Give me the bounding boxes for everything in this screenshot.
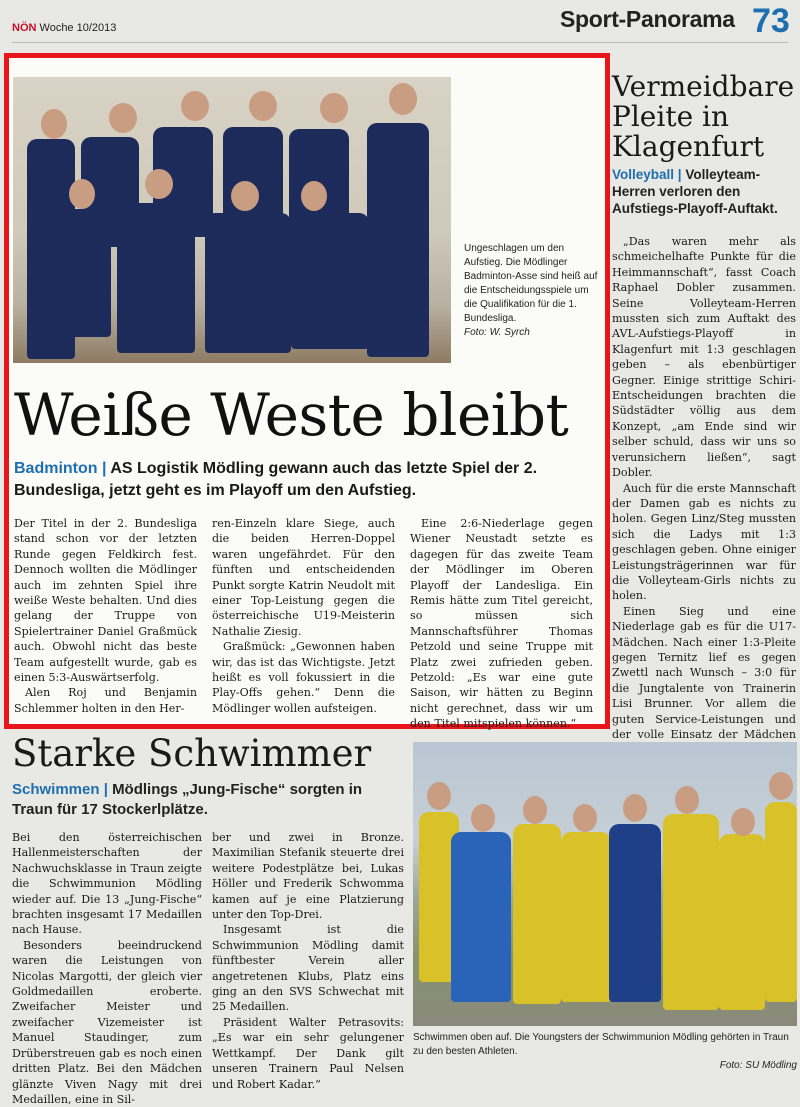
issue-label: Woche 10/2013 — [39, 22, 117, 34]
main-headline: Weiße Weste bleibt — [14, 381, 569, 449]
team-photo — [13, 77, 451, 363]
swim-team-photo — [413, 742, 797, 1026]
paragraph: Graßmück: „Gewonnen haben wir, das ist das Wichtigste. Jetzt heißt es voll fokussiert in die Play-Offs gehen.“ Denn die Mödlinger wollen aufsteigen. — [212, 640, 395, 715]
caption-text: Schwimmen oben auf. Die Youngsters der Schwimmunion Mödling gehörten in Traun zu den besten Athleten. — [413, 1032, 789, 1057]
page-number: 73 — [752, 2, 790, 40]
main-subheadline — [14, 458, 584, 502]
paragraph: ber und zwei in Bronze. Maximilian Stefanik steuerte drei weitere Podestplätze bei, Lukas Höller und Frederik Schwomma kamen auf je eine Platzierung unter den Top-Drei. — [212, 831, 404, 922]
photo-credit: Foto: SU Mödling — [719, 1060, 797, 1071]
paragraph: ren-Einzeln klare Siege, auch die beiden Herren-Doppel waren ungefährdet. Für den fünften und entscheidenden Punkt sorgte Katrin Neudolt mit einer Top-Leistung gegen die österreichische U19-Meisterin Nathalie Ziesig. — [212, 517, 395, 638]
paragraph: Präsident Walter Petrasovits: „Es war ein sehr gelungener Wettkampf. Der Dank gilt unseren Trainern Paul Nelsen und Robert Kadar.“ — [212, 1015, 404, 1091]
side-subheadline — [612, 166, 792, 217]
paragraph: Besonders beeindruckend waren die Leistungen von Nicolas Margotti, der gleich vier Goldmedaillen eroberte. Zweifacher Meister und zweifacher Vizemeister ist Manuel Staudinger, zum Drüberstreuen gab es noch einen dritten Platz. Bei den Mädchen glänzte Viven Nagy mit drei Medaillen, eine in Sil- — [12, 938, 202, 1106]
section-title: Sport-Panorama — [560, 6, 735, 32]
side-headline: Vermeidbare Pleite in Klagenfurt — [612, 70, 795, 163]
swim-subheadline — [12, 780, 392, 820]
main-column-1 — [14, 516, 197, 716]
paragraph: „Das waren mehr als schmeichelhafte Punkte für die Heimmannschaft“, fasst Coach Raphael Dobler zusammen. Seine Volleyteam-Herren mussten sich zum Auftakt des AVL-Aufstiegs-Playoff in Klagenfurt mit 1:3 geschlagen geben – als ebenbürtiger Gegner. Einige strittige Schiri-Entscheidungen brachten die Südstädter völlig aus dem Konzept, „am Ende sind wir selber schuld, dass wir uns so verunsichern ließen“, sagt Dobler. — [612, 235, 796, 480]
paragraph: Insgesamt ist die Schwimmunion Mödling damit fünftbester Verein aller angetretenen Klubs, Platz eins ging an den SVS Schwechat mit 25 Medaillen. — [212, 923, 404, 1014]
brand-logo: NÖN — [12, 22, 37, 34]
paragraph: Der Titel in der 2. Bundesliga stand schon vor der letzten Runde gegen Feldkirch fest. Dennoch wollten die Mödlinger auch im zehnten Spiel ihre weiße Weste behalten. Und dies gelang der Truppe von Spielertrainer Daniel Graßmück auch. Obwohl nicht das beste Team aufgestellt wurde, gab es einen 5:3-Auswärtserfolg. — [14, 517, 197, 685]
header-rule — [12, 42, 788, 43]
main-column-2 — [212, 516, 395, 716]
swim-column-2 — [212, 830, 404, 1092]
photo-credit: Foto: W. Syrch — [464, 327, 530, 338]
paragraph: Auch für die erste Mannschaft der Damen gab es nichts zu holen. Gegen Linz/Steg mussten sich die Ladys mit 1:3 geschlagen geben. Ohne einiger Leistungsträgerinnen war für die Volleyteam-Girls nichts zu holen. — [612, 481, 796, 603]
subheadline-text: AS Logistik Mödling gewann auch das letzte Spiel der 2. Bundesliga, jetzt geht es im Playoff um den Aufstieg. — [14, 460, 538, 499]
subheadline-text: Mödlings „Jung-Fische“ sorgten in Traun für 17 Stockerlplätze. — [12, 781, 363, 818]
side-column — [612, 234, 796, 758]
subheadline-text: Volleyteam-Herren verloren den Aufstiegs-Playoff-Auftakt. — [612, 167, 778, 216]
paragraph: Alen Roj und Benjamin Schlemmer holten in den Her- — [14, 686, 197, 715]
team-photo-caption — [464, 242, 599, 340]
issue-line — [12, 22, 116, 34]
section-kicker: Schwimmen | — [12, 781, 108, 798]
section-kicker: Volleyball | — [612, 167, 682, 182]
swim-photo-caption — [413, 1031, 797, 1073]
paragraph: Einen Sieg und eine Niederlage gab es für die U17-Mädchen. Nach einer 1:3-Pleite gegen Ternitz lief es gegen Zwettl nach Wunsch – 3:0 für die Jungtalente von Trainerin Lisi Brunner. Vor allem die guten Service-Leistungen und der volle Einsatz der Mädchen — [612, 604, 796, 741]
swim-headline: Starke Schwimmer — [12, 732, 372, 775]
paragraph: Bei den österreichischen Hallenmeisterschaften der Nachwuchsklasse in Traun zeigte die Schwimmunion Mödling wieder auf. Die 13 „Jung-Fische“ brachten insgesamt 17 Medaillen nach Hause. — [12, 831, 202, 937]
paragraph: Eine 2:6-Niederlage gegen Wiener Neustadt setzte es dagegen für das zweite Team der Mödlinger im Oberen Playoff der Landesliga. Ein Remis hätte zum Titel gereicht, so müssen sich Mannschaftsführer Thomas Petzold und seine Truppe mit Platz zwei zufrieden geben. Petzold: „Es war eine gute Saison, wir hätten zu Beginn nicht gerechnet, dass wir um den Titel mitspielen können.“ — [410, 517, 593, 731]
swim-column-1 — [12, 830, 202, 1107]
caption-text: Ungeschlagen um den Aufstieg. Die Mödlinger Badminton-Asse sind heiß auf die Entscheidungsspiele um die Qualifikation für die 1. Bundesliga. — [464, 243, 598, 324]
main-column-3 — [410, 516, 593, 732]
section-kicker: Badminton | — [14, 460, 107, 477]
